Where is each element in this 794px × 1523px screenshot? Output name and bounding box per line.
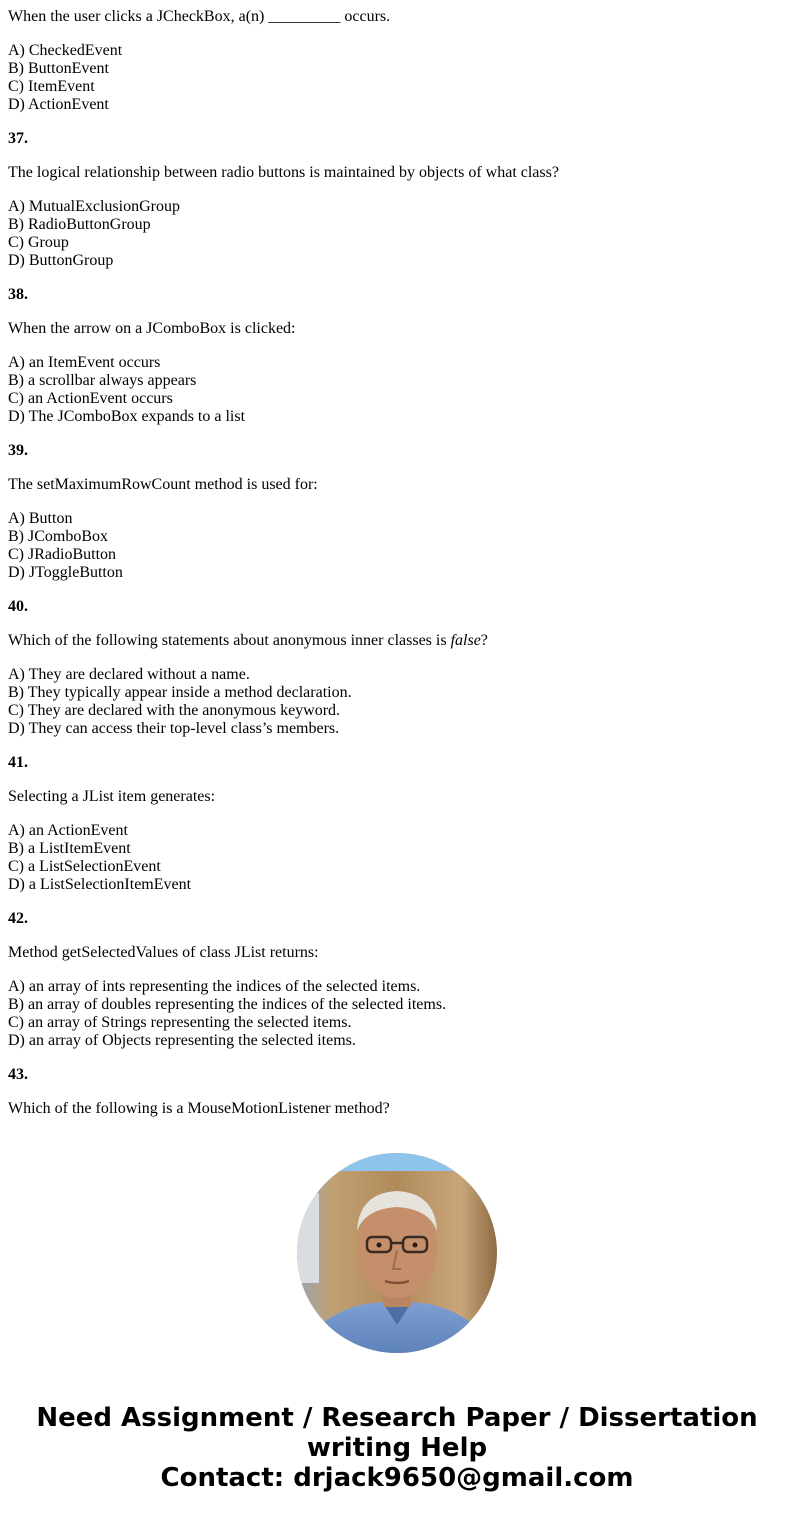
question-block <box>8 1066 786 1118</box>
question-number: 39. <box>8 442 28 459</box>
option-item: B) They typically appear inside a method declaration. <box>8 684 352 701</box>
question-text: When the user clicks a JCheckBox, a(n) _________ occurs. <box>8 8 391 25</box>
question-text: The logical relationship between radio buttons is maintained by objects of what class? <box>8 164 559 181</box>
option-item: C) Group <box>8 234 69 251</box>
author-avatar <box>297 1153 497 1353</box>
option-item: D) They can access their top-level class’s members. <box>8 720 340 737</box>
question-block <box>8 442 786 598</box>
option-list <box>8 198 786 270</box>
option-item: A) an ItemEvent occurs <box>8 354 161 371</box>
option-item: A) MutualExclusionGroup <box>8 198 180 215</box>
question-number: 41. <box>8 754 28 771</box>
option-item: C) JRadioButton <box>8 546 117 563</box>
option-item: B) a ListItemEvent <box>8 840 131 857</box>
option-item: B) RadioButtonGroup <box>8 216 151 233</box>
question-block <box>8 286 786 442</box>
question-text: Method getSelectedValues of class JList returns: <box>8 944 319 961</box>
question-text-end: ? <box>480 632 488 649</box>
question-text-start: Which of the following statements about anonymous inner classes is <box>8 632 451 649</box>
option-item: D) ActionEvent <box>8 96 109 113</box>
option-item: A) an ActionEvent <box>8 822 128 839</box>
option-item: C) an array of Strings representing the selected items. <box>8 1014 352 1031</box>
option-item: D) an array of Objects representing the selected items. <box>8 1032 356 1049</box>
footer-banner <box>0 1403 794 1493</box>
option-item: C) ItemEvent <box>8 78 95 95</box>
question-block <box>8 130 786 286</box>
question-number: 42. <box>8 910 28 927</box>
question-text: When the arrow on a JComboBox is clicked: <box>8 320 296 337</box>
option-list <box>8 978 786 1050</box>
option-item: B) JComboBox <box>8 528 109 545</box>
option-item: B) a scrollbar always appears <box>8 372 197 389</box>
question-number: 37. <box>8 130 28 147</box>
question-text-emphasis: false <box>450 632 481 649</box>
question-text <box>8 632 786 650</box>
option-item: C) a ListSelectionEvent <box>8 858 161 875</box>
question-block <box>8 8 786 130</box>
option-item: D) ButtonGroup <box>8 252 114 269</box>
question-list <box>8 8 786 1118</box>
option-list <box>8 822 786 894</box>
question-text: Selecting a JList item generates: <box>8 788 216 805</box>
option-list <box>8 666 786 738</box>
question-number: 40. <box>8 598 28 615</box>
option-item: A) CheckedEvent <box>8 42 123 59</box>
question-block <box>8 598 786 754</box>
option-item: D) JToggleButton <box>8 564 123 581</box>
option-list <box>8 510 786 582</box>
option-item: B) ButtonEvent <box>8 60 109 77</box>
option-item: D) a ListSelectionItemEvent <box>8 876 192 893</box>
option-list <box>8 354 786 426</box>
question-number: 43. <box>8 1066 28 1083</box>
footer-contact: Contact: drjack9650@gmail.com <box>160 1463 634 1493</box>
question-text: The setMaximumRowCount method is used for: <box>8 476 318 493</box>
option-item: C) an ActionEvent occurs <box>8 390 173 407</box>
portrait-image <box>297 1153 497 1353</box>
footer-line-1: Need Assignment / Research Paper / Dissertation <box>36 1403 758 1433</box>
question-number: 38. <box>8 286 28 303</box>
option-item: A) They are declared without a name. <box>8 666 250 683</box>
option-item: B) an array of doubles representing the indices of the selected items. <box>8 996 447 1013</box>
question-block <box>8 910 786 1066</box>
option-item: C) They are declared with the anonymous keyword. <box>8 702 341 719</box>
question-block <box>8 754 786 910</box>
option-item: D) The JComboBox expands to a list <box>8 408 246 425</box>
question-text: Which of the following is a MouseMotionListener method? <box>8 1100 390 1117</box>
option-item: A) an array of ints representing the indices of the selected items. <box>8 978 421 995</box>
option-list <box>8 42 786 114</box>
option-item: A) Button <box>8 510 73 527</box>
footer-line-2: writing Help <box>306 1433 488 1463</box>
